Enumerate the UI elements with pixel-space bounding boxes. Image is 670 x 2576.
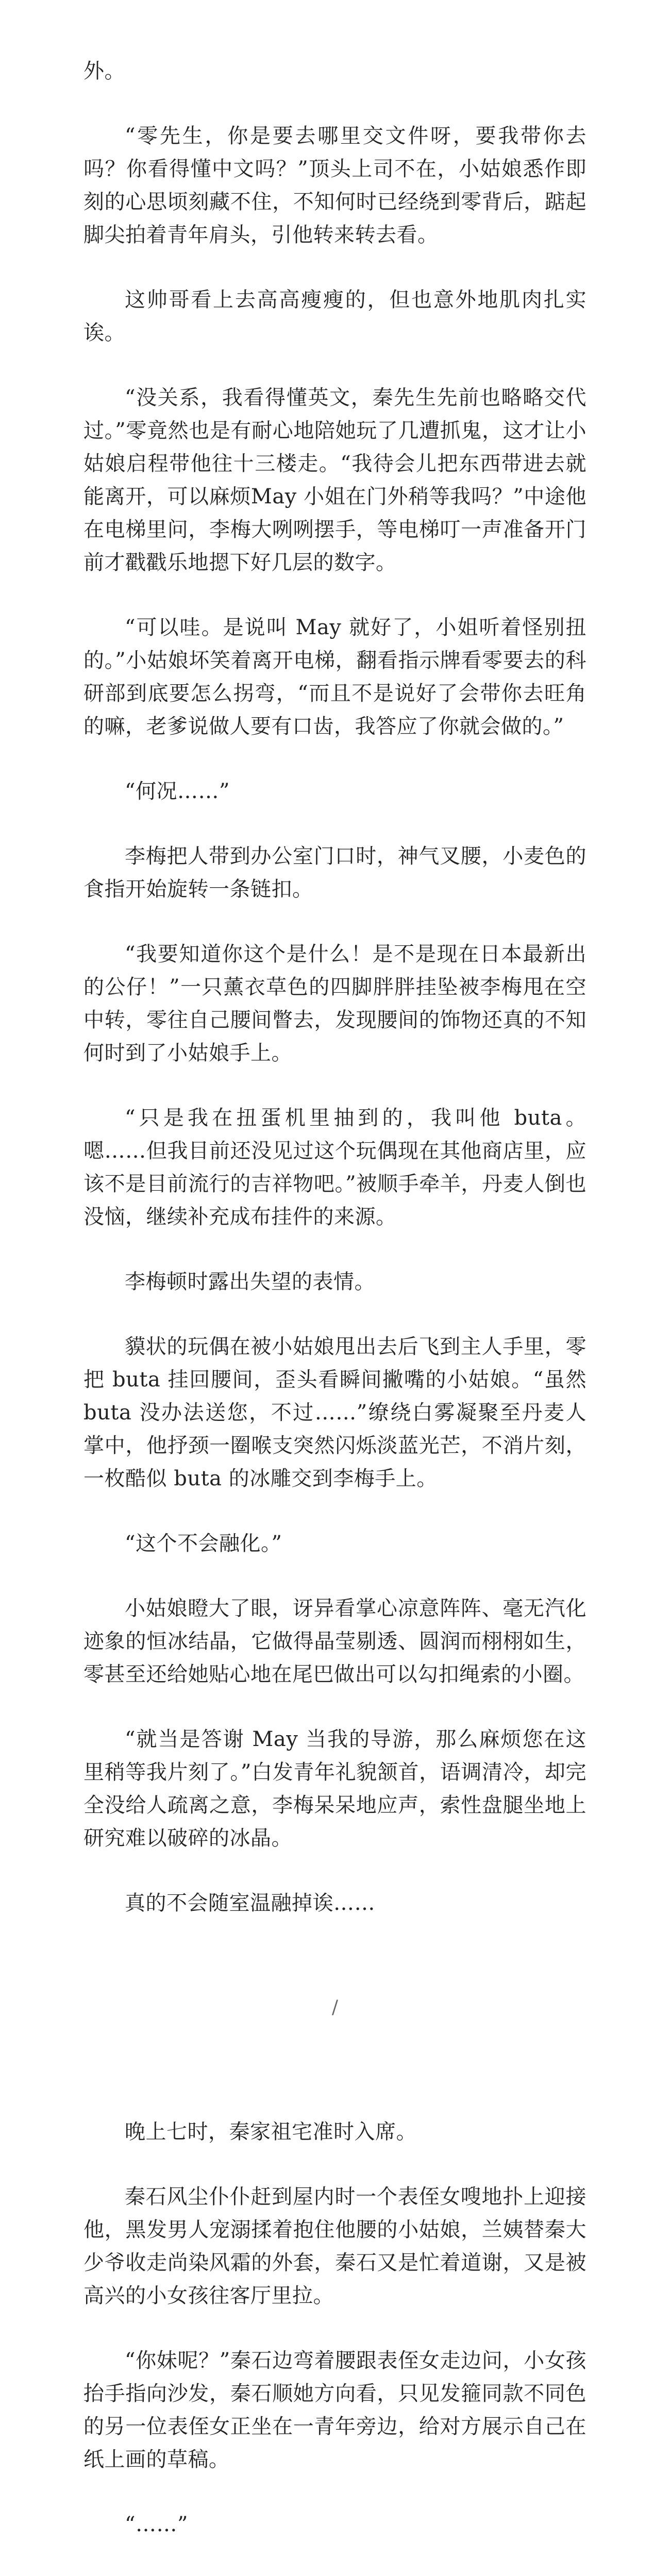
paragraph-10: 李梅顿时露出失望的表情。 bbox=[125, 1270, 375, 1294]
paragraph-20 bbox=[83, 2573, 587, 2576]
paragraph-2: “零先生，你是要去哪里交文件呀，要我带你去吗？你看得懂中文吗？”顶头上司不在，小姑娘悉作即刻的心思顷刻藏不住，不知何时已经绕到零背后，踮起脚尖拍着青年肩头，引他转来转去看。 bbox=[83, 124, 587, 247]
paragraph-3: 这帅哥看上去高高瘦瘦的，但也意外地肌肉扎实诶。 bbox=[83, 288, 587, 345]
paragraph-18: “你妹呢？”秦石边弯着腰跟表侄女走边问，小女孩抬手指向沙发，秦石顺她方向看，只见发箍同款不同色的另一位表侄女正坐在一青年旁边，给对方展示自己在纸上画的草稿。 bbox=[83, 2349, 587, 2471]
paragraph-9: “只是我在扭蛋机里抽到的，我叫他 buta。嗯……但我目前还没见过这个玩偶现在其他商店里，应该不是目前流行的吉祥物吧。”被顺手牵羊，丹麦人倒也没恼，继续补充成布挂件的来源。 bbox=[83, 1106, 587, 1229]
paragraph-4: “没关系，我看得懂英文，秦先生先前也略略交代过。”零竟然也是有耐心地陪她玩了几遭抓鬼，这才让小姑娘启程带他往十三楼走。“我待会儿把东西带进去就能离开，可以麻烦May 小姐在门外稍等我吗？”中途他在电梯里问，李梅大咧咧摆手，等电梯叮一声准备开门前才戳戳乐地摁下好几层的数字。 bbox=[83, 386, 587, 574]
paragraph-12: “这个不会融化。” bbox=[125, 1532, 282, 1555]
paragraph-11: 貘状的玩偶在被小姑娘甩出去后飞到主人手里，零把 buta 挂回腰间，歪头看瞬间撇嘴的小姑娘。“虽然 buta 没办法送您，不过……”缭绕白雾凝聚至丹麦人掌中，他抒颈一圈喉支突然闪烁淡蓝光芒，不消片刻，一枚酷似 buta 的冰雕交到李梅手上。 bbox=[83, 1335, 587, 1490]
paragraph-19: “……” bbox=[125, 2513, 188, 2536]
paragraph-5: “可以哇。是说叫 May 就好了，小姐听着怪别扭的。”小姑娘坏笑着离开电梯，翻看指示牌看零要去的科研部到底要怎么拐弯，“而且不是说好了会带你去旺角的嘛，老爹说做人要有口齿，我答应了你就会做的。” bbox=[83, 616, 587, 738]
paragraph-17: 秦石风尘仆仆赶到屋内时一个表侄女嗖地扑上迎接他，黑发男人宠溺揉着抱住他腰的小姑娘，兰姨替秦大少爷收走尚染风霜的外套，秦石又是忙着道谢，又是被高兴的小女孩往客厅里拉。 bbox=[83, 2185, 587, 2308]
paragraph-7: 李梅把人带到办公室门口时，神气叉腰，小麦色的食指开始旋转一条链扣。 bbox=[83, 844, 587, 901]
paragraph-1: 外。 bbox=[83, 59, 125, 83]
document-page bbox=[83, 0, 587, 2576]
top-margin bbox=[83, 0, 587, 55]
section-separator: / bbox=[331, 1997, 339, 2018]
paragraph-16: 晚上七时，秦家祖宅准时入席。 bbox=[125, 2120, 417, 2144]
paragraph-14: “就当是答谢 May 当我的导游，那么麻烦您在这里稍等我片刻了。”白发青年礼貌颔首，语调清冷，却完全没给人疏离之意，李梅呆呆地应声，索性盘腿坐地上研究难以破碎的冰晶。 bbox=[83, 1727, 587, 1850]
paragraph-8: “我要知道你这个是什么！是不是现在日本最新出的公仔！”一只薰衣草色的四脚胖胖挂坠被李梅甩在空中转，零往自己腰间瞥去，发现腰间的饰物还真的不知何时到了小姑娘手上。 bbox=[83, 942, 587, 1065]
section-break bbox=[83, 1920, 587, 2115]
paragraph-6: “何况……” bbox=[125, 779, 230, 803]
paragraph-13: 小姑娘瞪大了眼，讶异看掌心凉意阵阵、毫无汽化迹象的恒冰结晶，它做得晶莹剔透、圆润而栩栩如生，零甚至还给她贴心地在尾巴做出可以勾扣绳索的小圈。 bbox=[83, 1597, 587, 1686]
paragraph-15: 真的不会随室温融掉诶…… bbox=[125, 1891, 375, 1915]
